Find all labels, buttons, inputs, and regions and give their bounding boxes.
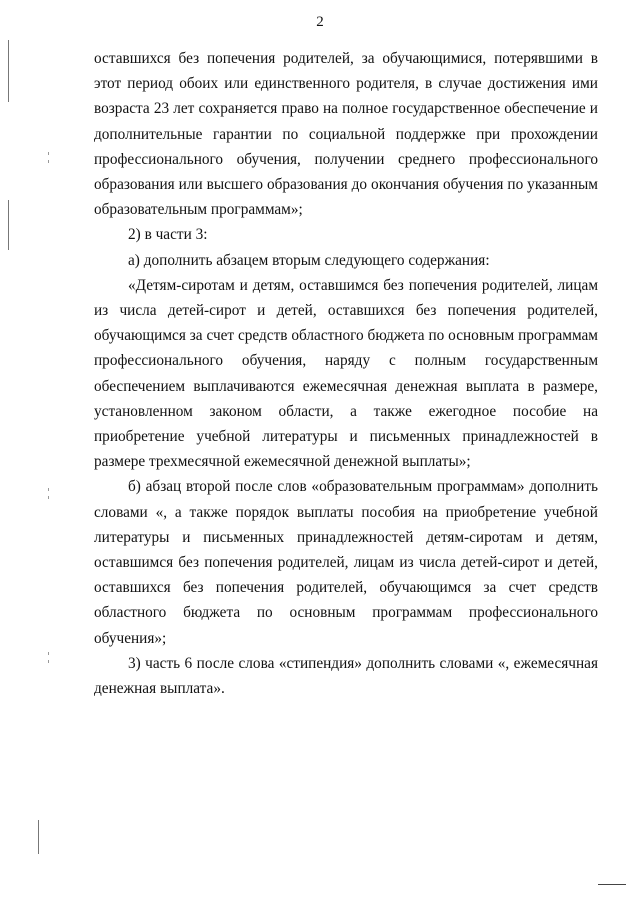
paragraph-item-2a: а) дополнить абзацем вторым следующего содержания: [128,251,490,269]
scan-margin-dot [48,660,49,663]
scan-margin-dot [48,488,49,491]
scan-margin-mark [38,820,39,854]
paragraph-item-2: 2) в части 3: [128,226,208,244]
scan-margin-dot [48,652,49,655]
paragraph-item-3: 3) часть 6 после слова «стипендия» дополнить словами «, ежемесячная денежная выплата». [94,654,598,698]
scan-margin-dot [48,496,49,499]
page-number: 2 [316,14,324,30]
paragraph-quote: «Детям-сиротам и детям, оставшимся без попечения родителей, лицам из числа детей-сирот и детей, оставшихся без попечения родителей, обучающимся за счет средств областного бюджета по основным программам профессионального обучения, наряду с полным государственным обеспечением выплачиваются ежемесячная денежная выплата в размере, установленном законом области, а также ежегодное пособие на приобретение учебной литературы и письменных принадлежностей в размере трехмесячной ежемесячной денежной выплаты»; [94,276,598,471]
footer-mark [598,884,626,885]
scan-margin-dot [48,152,49,155]
scan-margin-mark [8,200,9,250]
document-body [94,46,598,701]
scan-margin-mark [8,40,9,102]
paragraph-item-2b: б) абзац второй после слов «образовательным программам» дополнить словами «, а также порядок выплаты пособия на приобретение учебной литературы и письменных принадлежностей детям-сиротам и детям, оставшимся без попечения родителей, лицам из числа детей-сирот и детей, оставшихся без попечения родителей, обучающимся за счет средств областного бюджета по основным программам профессионального обучения»; [94,478,598,647]
paragraph-intro: оставшихся без попечения родителей, за обучающимися, потерявшими в этот период обоих или единственного родителя, в случае достижения ими возраста 23 лет сохраняется право на полное государственное обеспечение и дополнительные гарантии по социальной поддержке при прохождении профессионального обучения, получении среднего профессионального образования или высшего образования до окончания обучения по указанным образовательным программам»; [94,50,598,219]
scan-margin-dot [48,160,49,163]
